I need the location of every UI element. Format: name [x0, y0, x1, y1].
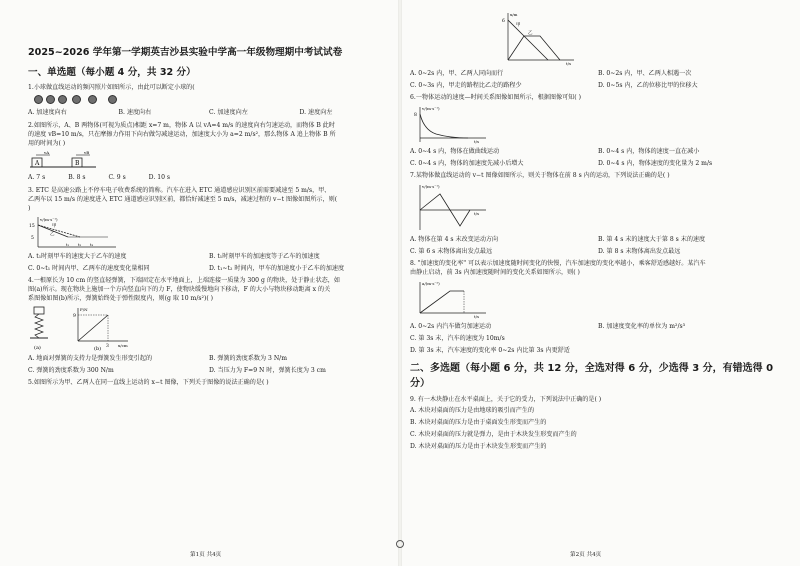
q5-series-jia — [508, 20, 548, 60]
q3-option-a[interactable]: A. t₁时刻甲车的速度大于乙车的速度 — [28, 253, 127, 260]
q8-option-d[interactable]: D. 第 3s 末，汽车速度的变化率 0~2s 内比第 3s 内更舒适 — [410, 347, 570, 354]
q8-line-1: 8. "加速度的变化率" 可以表示加速度随时间变化的快慢，汽车加速度的变化率越小，乘客舒适感越好。某汽车 — [410, 260, 706, 267]
q2-option-a[interactable]: A. 7 s — [28, 174, 46, 181]
q1-option-d[interactable]: D. 速度向左 — [299, 109, 333, 116]
q4-options-row-1 — [28, 354, 390, 363]
q3-option-b[interactable]: B. t₁时刻甲车的加速度等于乙车的加速度 — [209, 253, 320, 260]
q7-option-a[interactable]: A. 物体在第 4 s 末改变运动方向 — [410, 236, 499, 243]
q1-options — [28, 108, 390, 117]
q2-option-b[interactable]: B. 8 s — [68, 174, 86, 181]
q9-option-a[interactable]: A. 木块对桌面的压力是由地球的吸引而产生的 — [410, 407, 535, 414]
footer-page-1: 第1页 共4页 — [190, 552, 222, 558]
q4-line-3: 系图像如图(b)所示，弹簧始终处于弹性限度内，则(g 取 10 m/s²)( ) — [28, 295, 214, 302]
q6-option-b[interactable]: B. 0~4 s 内，物体的速度一直在减小 — [598, 148, 700, 155]
footer-page-2: 第2页 共4页 — [570, 552, 602, 558]
strobe-photo — [34, 95, 390, 104]
q6-curve — [420, 114, 468, 138]
ball-icon — [88, 95, 97, 104]
q5-x-axis-label: t/s — [566, 61, 572, 66]
spring-icon — [35, 314, 43, 338]
q5-option-d[interactable]: D. 0~5s 内，乙的位移比甲的位移大 — [598, 82, 698, 89]
q2-options — [28, 173, 390, 182]
q2-line-1: 2.如图所示，A、B 两物体(可视为质点)相距 x=7 m，物体 A 以 vA=4 m/s 的速度向右匀速运动，而物体 B 此时 — [28, 122, 335, 129]
q2-option-c[interactable]: C. 9 s — [108, 174, 126, 181]
ball-icon — [46, 95, 55, 104]
q6-option-c[interactable]: C. 0~4 s 内，物体的加速度先减小后增大 — [410, 160, 524, 167]
q8-y-axis-label: a/(m·s⁻²) — [422, 281, 440, 286]
q5-options-row-1 — [410, 69, 786, 78]
q5-xt-graph — [500, 10, 580, 66]
q8-x-axis-label: t/s — [474, 314, 480, 319]
section-multi-choice: 二、多选题（每小题 6 分，共 12 分，全选对得 6 分，少选得 3 分，有错选得 0 分） — [410, 363, 774, 389]
q4-line-series — [78, 315, 108, 341]
q4-figures — [28, 305, 148, 351]
q4-tick-3: 3 — [106, 344, 109, 349]
q7-options-row-1 — [410, 235, 786, 244]
q3-tick-5: 5 — [31, 236, 34, 241]
q4-option-b[interactable]: B. 弹簧的劲度系数为 3 N/m — [209, 355, 288, 362]
q3-option-d[interactable]: D. t₁~t₂ 时间内，甲车的加速度小于乙车的加速度 — [209, 265, 345, 272]
q9-option-c[interactable]: C. 木块对桌面的压力就是弹力，是由于木块发生形变而产生的 — [410, 431, 577, 438]
q3-line-2: 乙两车以 15 m/s 的速度进入 ETC 通道感应识别区前，都恰好减速至 5 m/s，减速过程的 v−t 图像如图所示，则( — [28, 196, 338, 203]
q2-label-va: vA — [44, 150, 50, 155]
ball-icon — [108, 95, 117, 104]
q5-text: 5.如图所示为甲、乙两人在同一直线上运动的 x−t 图像，下列关于图像的说法正确的是( ) — [28, 379, 269, 386]
q8-option-c[interactable]: C. 第 3s 末，汽车的速度为 10m/s — [410, 335, 505, 342]
q3-series-label-jia: 甲 — [52, 224, 57, 229]
q9-option-d[interactable]: D. 木块对桌面的压力是由于木块发生形变而产生的 — [410, 443, 547, 450]
q3-option-c[interactable]: C. 0~t₁ 时间内甲、乙两车的速度变化量相同 — [28, 265, 150, 272]
q7-option-d[interactable]: D. 第 8 s 末物体离出发点最远 — [598, 248, 681, 255]
exam-title: 2025~2026 学年第一学期英吉沙县实验中学高一年级物理期中考试试卷 — [28, 47, 343, 58]
q4-line-1: 4.一根原长为 10 cm 的竖直轻弹簧，下端固定在水平地面上，上端连接一质量为 300 g 的物块，处于静止状态，如 — [28, 277, 340, 284]
q7-options-row-2 — [410, 247, 786, 256]
q6-x-axis-label: t/s — [474, 139, 480, 144]
q2-line-2: 的速度 vB=10 m/s，只在摩擦力作用下向右做匀减速运动，加速度大小为 a=2 m/s²，那么物体 A 追上物体 B 所 — [28, 131, 336, 138]
q3-series-yi — [38, 225, 80, 237]
q5-option-a[interactable]: A. 0~2s 内，甲、乙两人同向而行 — [410, 70, 504, 77]
q1-text: 1.小球做直线运动的频闪照片如图所示，由此可以断定小球的( — [28, 84, 195, 91]
q4-line-2: 图(a)所示。现在物块上施加一个方向竖直向下的力 F，使物块缓慢地向下移动，F 的大小与物块移动距离 x 的关 — [28, 286, 331, 293]
q4-options-row-2 — [28, 366, 390, 375]
q3-y-axis-label: v/(m·s⁻¹) — [40, 217, 58, 222]
q7-x-axis-label: t/s — [474, 211, 480, 216]
ball-icon — [34, 95, 43, 104]
q5-y-axis-label: x/m — [510, 12, 518, 17]
q6-option-a[interactable]: A. 0~4 s 内，物体在做曲线运动 — [410, 148, 500, 155]
q5-option-c[interactable]: C. 0~3s 内，甲走的路程比乙走的路程少 — [410, 82, 522, 89]
q5-series-yi — [508, 36, 560, 60]
q7-option-c[interactable]: C. 第 6 s 末物体离出发点最远 — [410, 248, 493, 255]
q2-option-d[interactable]: D. 10 s — [148, 174, 171, 181]
q3-options-row-1 — [28, 252, 390, 261]
q3-tick-t3: t₃ — [90, 242, 94, 247]
ball-icon — [72, 95, 81, 104]
section-single-choice: 一、单选题（每小题 4 分，共 32 分） — [28, 67, 196, 78]
q8-at-graph — [410, 279, 490, 319]
q8-option-b[interactable]: B. 加速度变化率的单位为 m²/s³ — [598, 323, 686, 330]
q5-options-row-2 — [410, 81, 786, 90]
q9-text: 9. 有一木块静止在水平桌面上，关于它的受力，下列说法中正确的是( ) — [410, 396, 602, 403]
q2-line-3: 用的时间为( ) — [28, 140, 66, 147]
q6-option-d[interactable]: D. 0~4 s 内，物体速度的变化量为 2 m/s — [598, 160, 713, 167]
q2-label-b: B — [75, 160, 80, 167]
q4-fig-b-label: (b) — [94, 346, 102, 351]
q1-option-b[interactable]: B. 速度向右 — [118, 109, 152, 116]
q3-options-row-2 — [28, 264, 390, 273]
q5-series-label-jia: 甲 — [516, 23, 521, 28]
q6-tick-8: 8 — [414, 113, 417, 118]
q7-vt-graph — [410, 182, 490, 232]
q3-series-label-yi: 乙 — [50, 232, 55, 237]
q3-vt-graph — [28, 215, 118, 249]
q2-figure — [28, 150, 98, 170]
q5-series-label-yi: 乙 — [528, 31, 533, 36]
right-page — [400, 0, 800, 566]
q6-options-row-1 — [410, 147, 786, 156]
q1-option-c[interactable]: C. 加速度向左 — [209, 109, 248, 116]
q3-line-3: ) — [28, 205, 31, 212]
q2-label-vb: vB — [84, 150, 90, 155]
q6-text: 6.一物体运动的速度—时间关系图像如图所示，根据图像可知( ) — [410, 94, 581, 101]
q7-text: 7.某物体做直线运动的 v−t 图像如图所示，则关于物体在前 8 s 内的运动，下列说法正确的是( ) — [410, 172, 670, 179]
q8-line-2: 由静止启动，前 3s 内加速度随时间的变化关系如图所示，则( ) — [410, 269, 580, 276]
q5-tick-6: 6 — [502, 19, 505, 24]
q4-option-d[interactable]: D. 当压力为 F=9 N 时，弹簧长度为 3 cm — [209, 367, 326, 374]
q3-tick-15: 15 — [29, 224, 35, 229]
q6-y-axis-label: v/(m·s⁻¹) — [422, 106, 440, 111]
q9-option-b[interactable]: B. 木块对桌面的压力是由于桌面发生形变而产生的 — [410, 419, 547, 426]
q4-option-c[interactable]: C. 弹簧的劲度系数为 300 N/m — [28, 367, 114, 374]
q4-x-axis-label: x/cm — [118, 343, 128, 348]
q3-tick-t1: t₁ — [66, 242, 70, 247]
q4-tick-9: 9 — [73, 314, 76, 319]
q7-option-b[interactable]: B. 第 4 s 末的速度大于第 8 s 末的速度 — [598, 236, 706, 243]
q2-label-a: A — [35, 160, 40, 167]
q3-tick-t2: t₂ — [78, 242, 82, 247]
q6-vt-graph — [410, 104, 490, 144]
q4-y-axis-label: F/N — [80, 307, 88, 312]
q6-options-row-2 — [410, 159, 786, 168]
q1-option-a[interactable]: A. 加速度向右 — [28, 109, 67, 116]
q4-option-a[interactable]: A. 地面对弹簧的支持力是弹簧发生形变引起的 — [28, 355, 153, 362]
q8-option-a[interactable]: A. 0~2s 内汽车做匀加速运动 — [410, 323, 492, 330]
ball-icon — [58, 95, 67, 104]
q4-fig-a-label: (a) — [34, 345, 41, 351]
q8-series — [420, 291, 464, 313]
block-icon — [34, 307, 44, 314]
q8-options-row-1 — [410, 322, 786, 331]
q3-line-1: 3. ETC 是高速公路上不停车电子收费系统的简称。汽车在进入 ETC 通道感应识别区前需要减速至 5 m/s，甲、 — [28, 187, 331, 194]
q7-y-axis-label: v/(m·s⁻¹) — [422, 184, 440, 189]
q5-option-b[interactable]: B. 0~2s 内，甲、乙两人相遇一次 — [598, 70, 692, 77]
